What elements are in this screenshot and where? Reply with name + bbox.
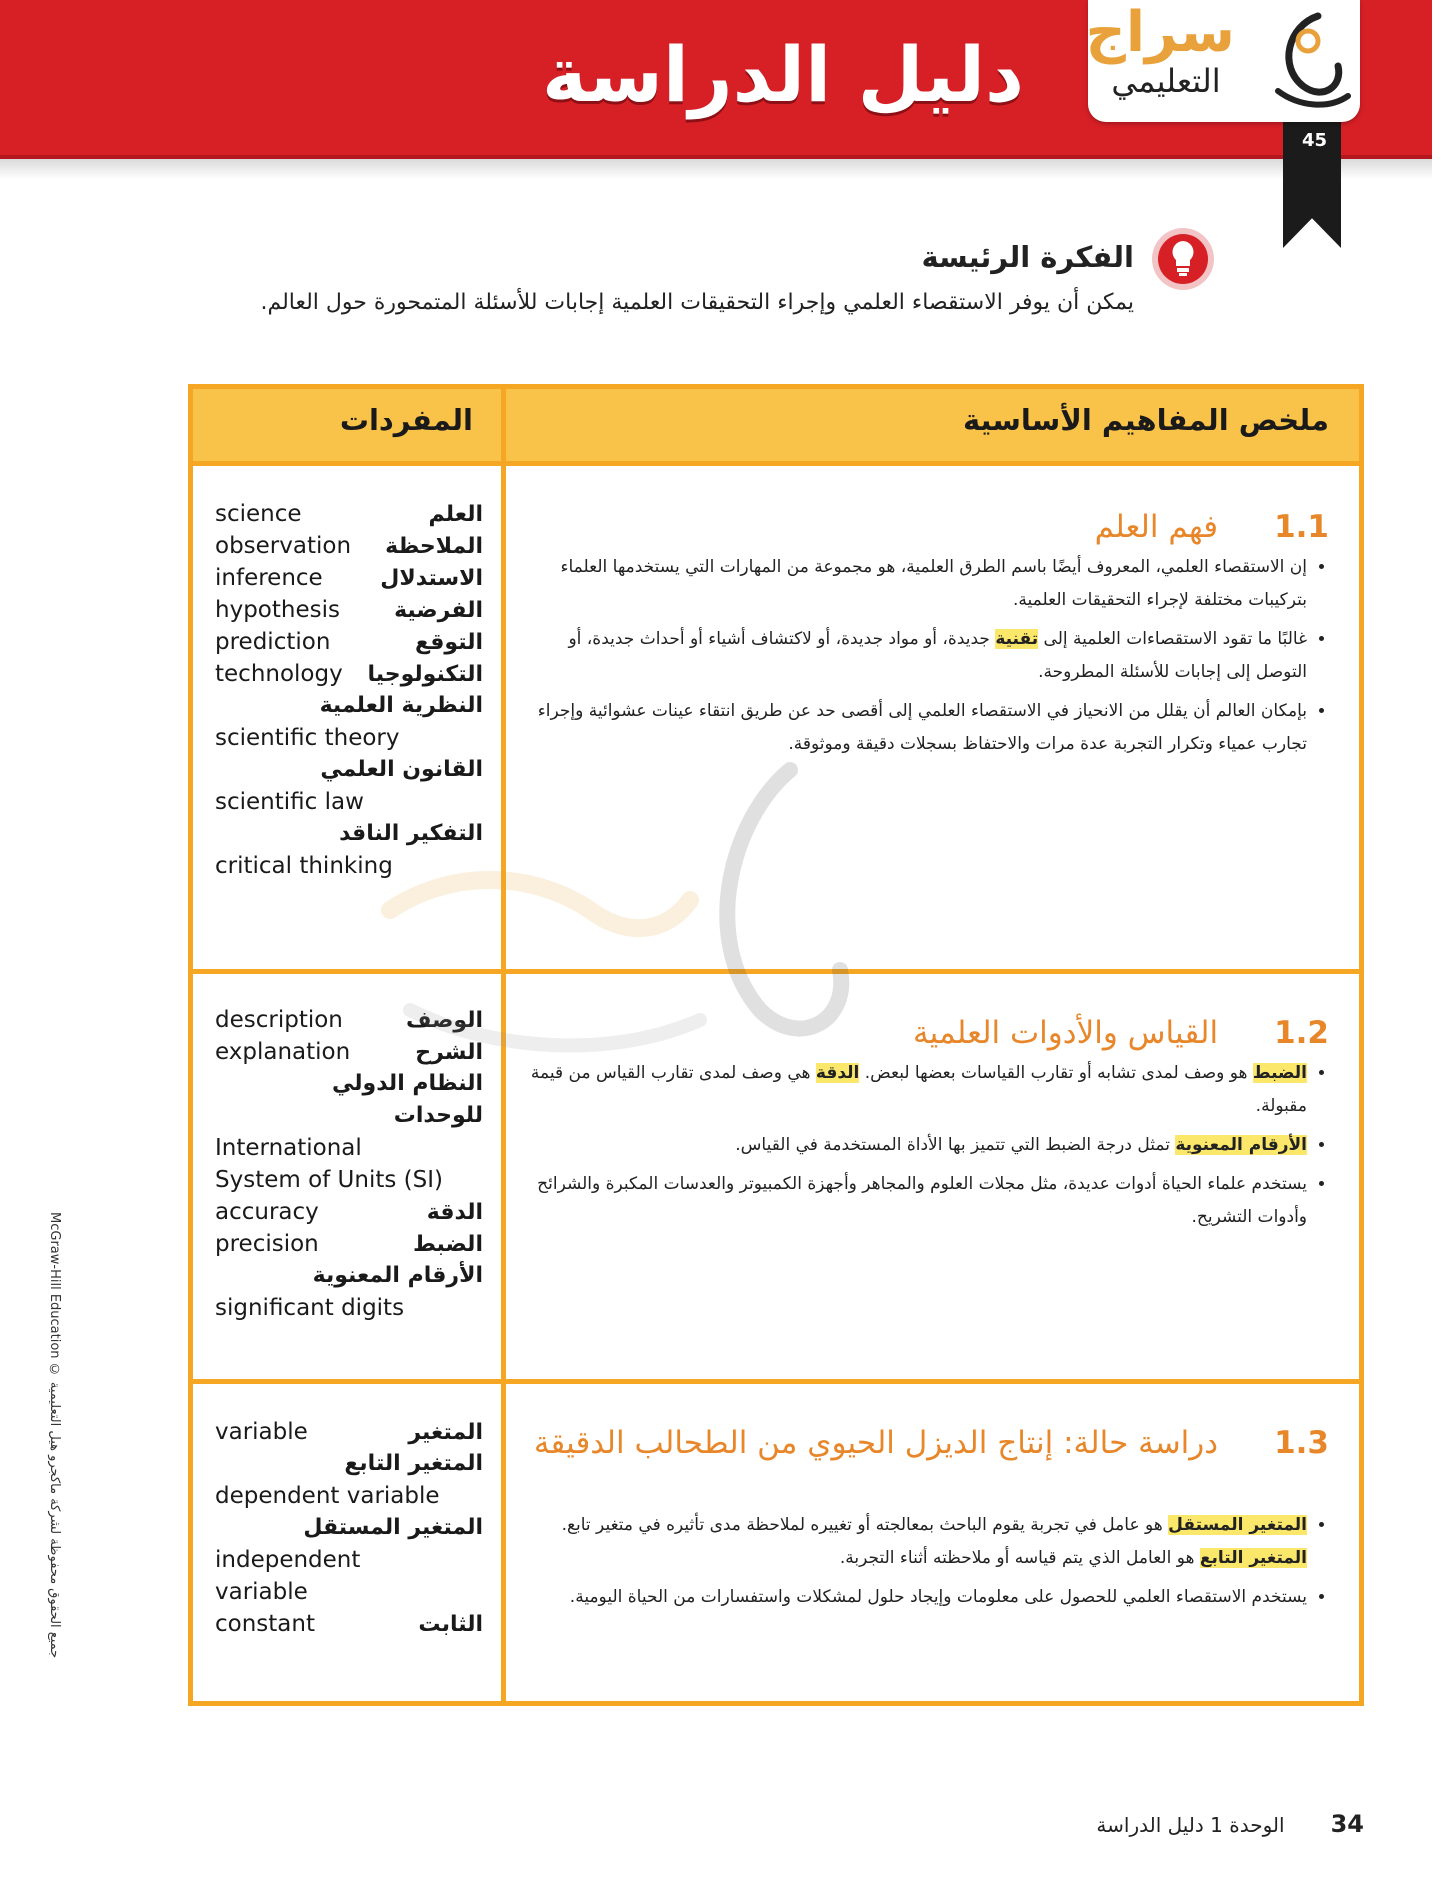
highlighted-term: المتغير التابع: [1199, 1548, 1307, 1568]
main-idea-text: يمكن أن يوفر الاستقصاء العلمي وإجراء التحقيقات العلمية إجابات للأسئلة المتمحورة حول العالم.: [260, 290, 1134, 315]
list-item: • إن الاستقصاء العلمي، المعروف أيضًا باسم الطرق العلمية، هو مجموعة من المهارات التي يستخدمها العلماء بتركيبات مختلفة لإجراء التحقيقات العلمية.: [512, 551, 1307, 617]
vocab-item: variable المتغير: [215, 1419, 483, 1445]
bullet-list: [512, 1057, 1329, 1240]
vocab-item: precision الضبط: [215, 1231, 483, 1257]
brand-logo-subtitle: التعليمي: [1111, 62, 1221, 100]
vocab-term-en: critical thinking: [215, 853, 393, 879]
key-concepts-heading: ملخص المفاهيم الأساسية: [962, 403, 1329, 437]
list-item: • غالبًا ما تقود الاستقصاءات العلمية إلى تقنية جديدة، أو مواد جديدة، أو لاكتشاف أشياء أو أحداث جديدة، أو التوصل إلى إجابات للأسئلة المطروحة.: [512, 623, 1307, 689]
section-heading: دراسة حالة: إنتاج الديزل الحيوي من الطحالب الدقيقة: [533, 1425, 1219, 1461]
bullet-list: [512, 1509, 1329, 1620]
highlighted-term: تقنية: [995, 629, 1039, 649]
vocab-item: inference الاستدلال: [215, 565, 483, 591]
vocab-item: constant الثابت: [215, 1611, 483, 1637]
vocab-item: hypothesis الفرضية: [215, 597, 483, 623]
list-item: • يستخدم علماء الحياة أدوات عديدة، مثل مجلات العلوم والمجاهر وأجهزة الكمبيوتر والعدسات المكبرة والشرائح وأدوات التشريح.: [512, 1168, 1307, 1234]
footer-text: الوحدة 1 دليل الدراسة: [1096, 1813, 1285, 1837]
vocab-term-ar: التفكير الناقد: [339, 821, 483, 846]
highlighted-term: الأرقام المعنوية: [1175, 1135, 1307, 1155]
vocab-term-en: International: [215, 1135, 362, 1161]
banner-shadow: [0, 159, 1432, 179]
bookmark-label: 45: [1302, 130, 1328, 151]
vocab-term-en: scientific law: [215, 789, 364, 815]
list-item: • الأرقام المعنوية تمثل درجة الضبط التي تتميز بها الأداة المستخدمة في القياس.: [512, 1129, 1307, 1162]
vocab-term-ar: للوحدات: [393, 1103, 483, 1128]
vocab-term-ar: المتغير التابع: [344, 1451, 483, 1476]
list-item: • بإمكان العالم أن يقلل من الانحياز في الاستقصاء العلمي إلى أقصى حد عن طريق انتقاء عينات عشوائية وإجراء تجارب عمياء وتكرار التجربة عدة مرات والاحتفاظ بسجلات دقيقة وموثوقة.: [512, 695, 1307, 761]
main-idea-title: الفكرة الرئيسة: [921, 240, 1134, 274]
page-footer: [1096, 1810, 1364, 1838]
vocab-item: observation الملاحظة: [215, 533, 483, 559]
vocab-list: [215, 1419, 483, 1643]
vocabulary-heading: المفردات: [339, 403, 473, 437]
list-item: • المتغير المستقل هو عامل في تجربة يقوم الباحث بمعالجته أو تغييره لملاحظة مدى تأثيره في متغير تابع. المتغير التابع هو العامل الذي يتم قياسه أو ملاحظته أثناء التجربة.: [512, 1509, 1307, 1575]
page-title: دليل الدراسة: [542, 30, 1024, 119]
vocab-item: prediction التوقع: [215, 629, 483, 655]
calligraphy-logo-icon: [1248, 6, 1360, 118]
row-divider: [193, 1379, 1359, 1384]
watermark-logo-icon: [370, 760, 890, 1080]
lightbulb-icon: [1150, 226, 1216, 292]
section-title: [509, 505, 1329, 549]
vocab-term-en: independent: [215, 1547, 361, 1573]
section-title: [509, 1421, 1329, 1465]
vocab-term-en: variable: [215, 1579, 308, 1605]
bullet-list: [512, 551, 1329, 767]
vocab-term-en: dependent variable: [215, 1483, 440, 1509]
copyright-side-text: McGraw-Hill Education © جميع الحقوق محفوظة لشركة ماكجرو هيل التعليمية: [47, 1212, 62, 1659]
list-item: • الضبط هو وصف لمدى تشابه أو تقارب القياسات بعضها لبعض. الدقة هي وصف لمدى تقارب القياس من قيمة مقبولة.: [512, 1057, 1307, 1123]
row-divider: [193, 461, 1359, 466]
vocab-item: explanation الشرح: [215, 1039, 483, 1065]
section-number: 1.3: [1274, 1425, 1329, 1461]
highlighted-term: الدقة: [815, 1063, 860, 1083]
vocab-item: science العلم: [215, 501, 483, 527]
list-item: • يستخدم الاستقصاء العلمي للحصول على معلومات وإيجاد حلول لمشكلات واستفسارات من الحياة اليومية.: [512, 1581, 1307, 1614]
section-number: 1.1: [1274, 509, 1329, 545]
vocab-item: accuracy الدقة: [215, 1199, 483, 1225]
vocab-term-ar: النظرية العلمية: [319, 693, 483, 718]
highlighted-term: المتغير المستقل: [1168, 1515, 1307, 1535]
page-number: 34: [1330, 1810, 1364, 1838]
vocab-term-en: System of Units (SI): [215, 1167, 444, 1193]
vocab-term-ar: الأرقام المعنوية: [312, 1263, 483, 1288]
vocab-term-ar: النظام الدولي: [332, 1071, 483, 1096]
section-number: 1.2: [1274, 1015, 1329, 1051]
vocab-term-en: scientific theory: [215, 725, 400, 751]
section-heading: فهم العلم: [1094, 509, 1219, 545]
vocab-item: technology التكنولوجيا: [215, 661, 483, 687]
vocab-term-en: significant digits: [215, 1295, 405, 1321]
section-heading: القياس والأدوات العلمية: [912, 1015, 1219, 1051]
vocab-item: description الوصف: [215, 1007, 483, 1033]
highlighted-term: الضبط: [1252, 1063, 1307, 1083]
vocab-term-ar: المتغير المستقل: [303, 1515, 483, 1540]
brand-logo-name: سراج: [1085, 0, 1235, 65]
vocab-term-ar: القانون العلمي: [320, 757, 483, 782]
